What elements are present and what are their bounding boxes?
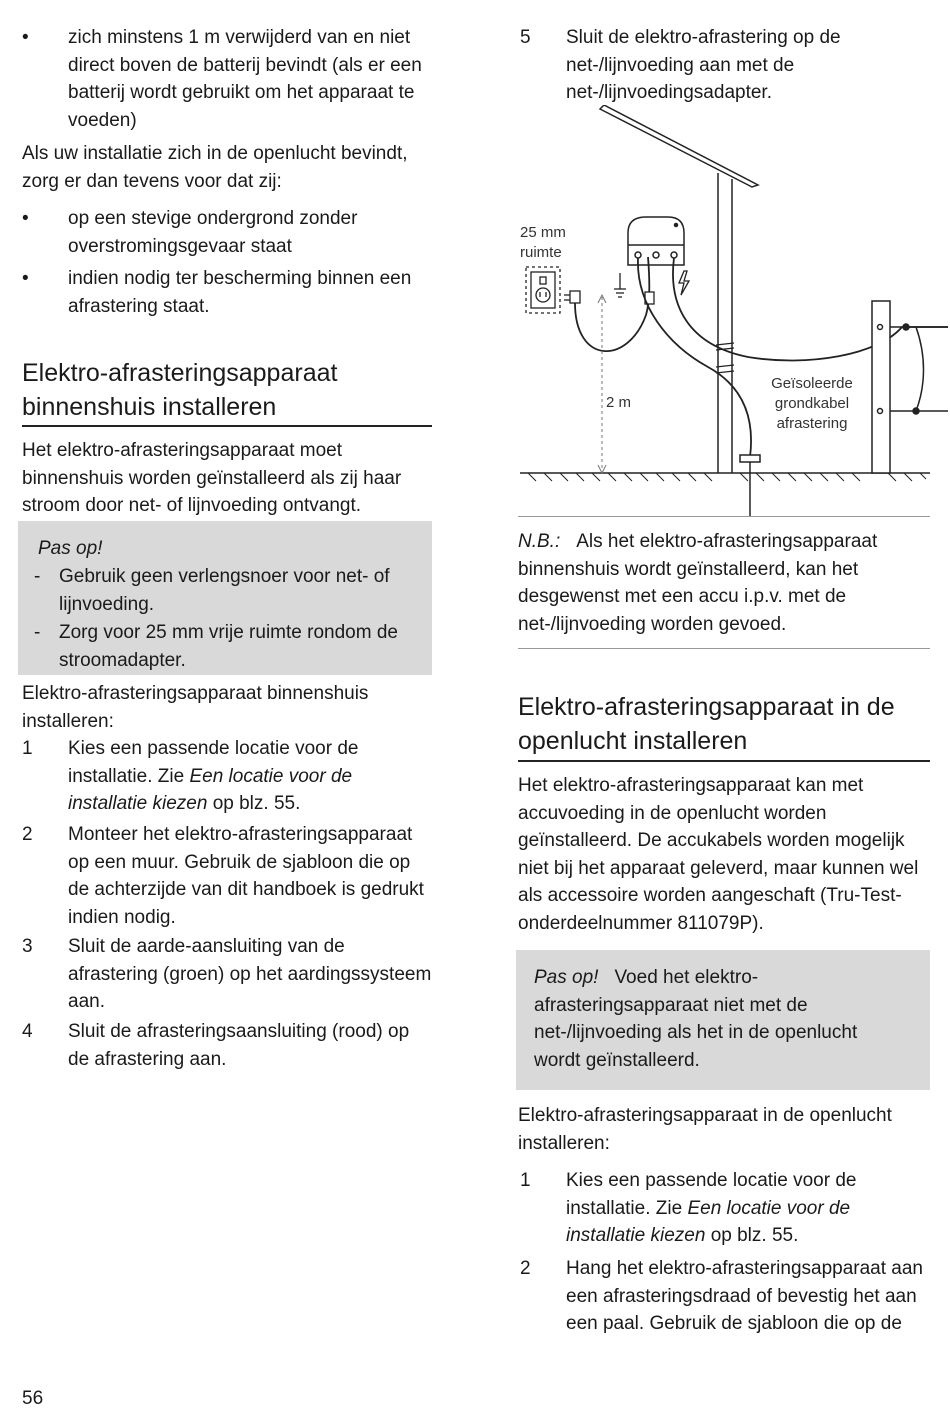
bullet-dot: •	[22, 208, 29, 229]
bullet-text: op een stevige ondergrond zonder overstromingsgevaar staat	[68, 208, 358, 257]
caution-body: Voed het elektro-afrasteringsapparaat niet met de net-/lijnvoeding als het in de openlucht wordt geïnstalleerd.	[534, 967, 858, 1071]
cross-reference-link[interactable]: Een locatie voor de installatie kiezen	[68, 765, 353, 814]
step-number: 2	[520, 1258, 531, 1279]
step-text: Sluit de afrasteringsaansluiting (rood) op de afrastering aan.	[68, 1021, 410, 1070]
outdoor-intro: Als uw installatie zich in de openlucht bevindt, zorg er dan tevens voor dat zij:	[22, 143, 408, 192]
fence-cable	[673, 258, 948, 360]
step-item	[518, 1255, 930, 1338]
cable-label-line2: grondkabel	[774, 395, 850, 412]
earth-cable	[638, 258, 751, 457]
nb-label: N.B.:	[518, 531, 561, 552]
caution-item	[22, 563, 422, 619]
caution-box	[516, 950, 930, 1090]
outdoor-intro-text: Het elektro-afrasteringsapparaat kan met accuvoeding in de openlucht worden geïnstalleerd. De accukabels worden mogelijk niet bij het apparaat geleverd, maar kunnen wel als accessoire worden aangeschaft (Tru-Test-onderdeelnummer 811079P).	[518, 775, 919, 934]
diagram-divider	[518, 516, 930, 517]
step-number: 5	[520, 27, 531, 48]
step-number: 3	[22, 936, 33, 957]
step-number: 1	[520, 1170, 531, 1191]
caution-box	[18, 521, 432, 675]
section-heading-outdoor: Elektro-afrasteringsapparaat in de openlucht installeren	[518, 693, 895, 755]
wall-socket-icon	[526, 267, 560, 313]
dash-marker: -	[34, 566, 41, 587]
step-item	[22, 933, 432, 1016]
earth-symbol-icon	[614, 273, 626, 297]
heading-rule	[22, 425, 432, 427]
earth-stake-icon	[740, 455, 760, 517]
bullet-item	[22, 265, 432, 321]
dash-marker: -	[34, 622, 41, 643]
step-number: 1	[22, 738, 33, 759]
ground-icon	[520, 473, 930, 481]
nb-note	[518, 528, 930, 638]
fence-post-icon	[872, 301, 890, 473]
bullet-dot: •	[22, 27, 29, 48]
step-text: Monteer het elektro-afrasteringsapparaat op een muur. Gebruik de sjabloon die op de achterzijde van dit handboek is gedrukt indien nodig.	[68, 824, 424, 928]
installation-diagram	[518, 105, 950, 517]
bullet-text: zich minstens 1 m verwijderd van en niet direct boven de batterij bevindt (als er een batterij wordt gebruikt om het apparaat te voeden)	[68, 27, 422, 131]
step-number: 2	[22, 824, 33, 845]
caution-label: Pas op!	[534, 967, 599, 988]
indoor-steps-intro: Elektro-afrasteringsapparaat binnenshuis installeren:	[22, 683, 369, 732]
bullet-item	[22, 24, 432, 134]
step-text-post: op blz. 55.	[705, 1225, 799, 1246]
bullet-item	[22, 205, 432, 261]
step-item	[518, 24, 930, 107]
nb-divider	[518, 648, 930, 649]
step-text: Hang het elektro-afrasteringsapparaat aan een afrasteringsdraad of bevestig het aan een paal. Gebruik de sjabloon die op de	[566, 1258, 924, 1334]
heading-rule	[518, 760, 930, 762]
caution-item-text: Zorg voor 25 mm vrije ruimte rondom de stroomadapter.	[59, 622, 398, 671]
space-label-line2: ruimte	[520, 244, 562, 261]
indoor-intro: Het elektro-afrasteringsapparaat moet binnenshuis worden geïnstalleerd als zij haar stroom door net- of lijnvoeding ontvangt.	[22, 440, 402, 516]
step-item	[518, 1167, 930, 1250]
step-text-pre: Kies een passende locatie voor de installatie. Zie	[68, 738, 359, 787]
step-item	[22, 1018, 432, 1074]
height-dimension	[598, 295, 606, 473]
energizer-icon	[628, 217, 684, 265]
step-item	[22, 821, 432, 931]
section-heading-indoor: Elektro-afrasteringsapparaat binnenshuis installeren	[22, 359, 338, 421]
step-text: Sluit de aarde-aansluiting van de afrastering (groen) op het aardingssysteem aan.	[68, 936, 432, 1012]
step-text: Sluit de elektro-afrastering op de net-/lijnvoeding aan met de net-/lijnvoedingsadapter.	[566, 27, 841, 103]
cable-label-line1: Geïsoleerde	[771, 375, 853, 392]
caution-text	[534, 964, 884, 1074]
nb-text: Als het elektro-afrasteringsapparaat binnenshuis wordt geïnstalleerd, kan het desgewenst met een accu i.p.v. met de net-/lijnvoeding worden gevoed.	[518, 531, 878, 635]
step-number: 4	[22, 1021, 33, 1042]
step-item	[22, 735, 432, 818]
caution-item-text: Gebruik geen verlengsnoer voor net- of lijnvoeding.	[59, 566, 390, 615]
cable-label-line3: afrastering	[776, 415, 848, 432]
outdoor-steps-intro: Elektro-afrasteringsapparaat in de openlucht installeren:	[518, 1105, 892, 1154]
page-number: 56	[22, 1388, 44, 1409]
bullet-text: indien nodig ter bescherming binnen een afrastering staat.	[68, 268, 412, 317]
fence-wires	[890, 324, 948, 414]
step-text	[68, 735, 432, 818]
caution-label: Pas op!	[38, 538, 103, 559]
caution-item	[22, 619, 422, 675]
height-label: 2 m	[606, 394, 632, 411]
cross-reference-link[interactable]: Een locatie voor de installatie kiezen	[566, 1197, 851, 1246]
step-text-post: op blz. 55.	[207, 793, 301, 814]
step-text-pre: Kies een passende locatie voor de installatie. Zie	[566, 1170, 857, 1219]
bullet-dot: •	[22, 268, 29, 289]
power-adapter-icon	[564, 291, 580, 303]
lightning-icon	[679, 271, 689, 295]
step-text	[566, 1167, 930, 1250]
space-label-line1: 25 mm	[520, 224, 566, 241]
